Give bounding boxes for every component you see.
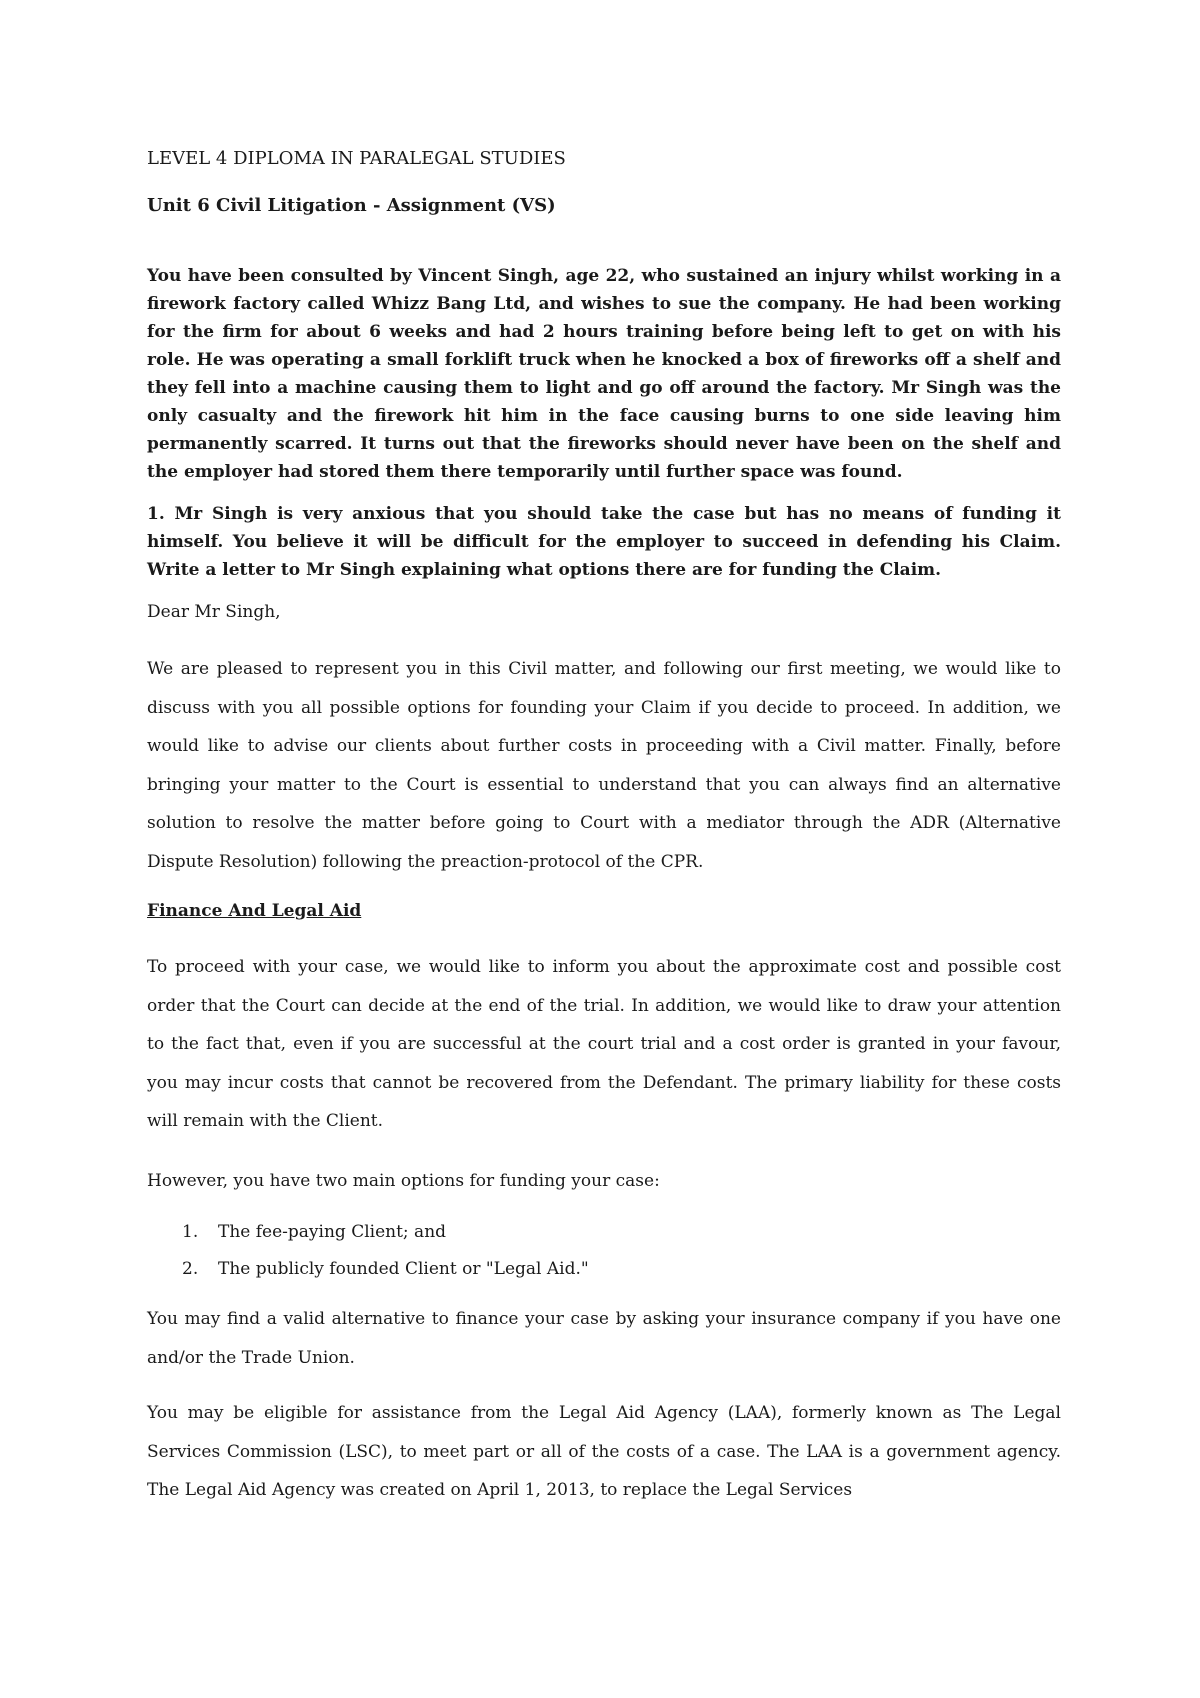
- list-item-text: The publicly founded Client or "Legal Aid.": [218, 1259, 589, 1279]
- insurance-paragraph: You may find a valid alternative to finance your case by asking your insurance company if you have one and/or the Trade Union.: [147, 1309, 1061, 1368]
- scenario-paragraph: You have been consulted by Vincent Singh, age 22, who sustained an injury whilst working in a firework factory called Whizz Bang Ltd, and wishes to sue the company. He had been working for the firm for about 6 weeks and had 2 hours training before being left to get on with his role. He was operating a small forklift truck when he knocked a box of fireworks off a shelf and they fell into a machine causing them to light and go off around the factory. Mr Singh was the only casualty and the firework hit him in the face causing burns to one side leaving him permanently scarred. It turns out that the fireworks should never have been on the shelf and the employer had stored them there temporarily until further space was found.: [147, 266, 1061, 482]
- list-item: [147, 1251, 1061, 1288]
- list-item-number: 1.: [182, 1222, 199, 1242]
- intro-paragraph: We are pleased to represent you in this Civil matter, and following our first meeting, we would like to discuss with you all possible options for founding your Claim if you decide to proceed. In addition, we would like to advise our clients about further costs in proceeding with a Civil matter. Finally, before bringing your matter to the Court is essential to understand that you can always find an alternative solution to resolve the matter before going to Court with a mediator through the ADR (Alternative Dispute Resolution) following the preaction-protocol of the CPR.: [147, 659, 1061, 872]
- section-title-finance: Finance And Legal Aid: [147, 901, 362, 921]
- cost-paragraph: To proceed with your case, we would like to inform you about the approximate cost and possible cost order that the Court can decide at the end of the trial. In addition, we would like to draw your attention to the fact that, even if you are successful at the court trial and a cost order is granted in your favour, you may incur costs that cannot be recovered from the Defendant. The primary liability for these costs will remain with the Client.: [147, 957, 1061, 1131]
- options-intro: However, you have two main options for funding your case:: [147, 1171, 660, 1191]
- assignment-question: 1. Mr Singh is very anxious that you should take the case but has no means of funding it himself. You believe it will be difficult for the employer to succeed in defending his Claim. Write a letter to Mr Singh explaining what options there are for funding the Claim.: [147, 504, 1061, 580]
- list-item: [147, 1214, 1061, 1251]
- course-title: LEVEL 4 DIPLOMA IN PARALEGAL STUDIES: [147, 148, 566, 169]
- funding-options-list: [147, 1214, 1061, 1288]
- letter-salutation: Dear Mr Singh,: [147, 602, 281, 622]
- list-item-number: 2.: [182, 1259, 199, 1279]
- list-item-text: The fee-paying Client; and: [218, 1222, 447, 1242]
- unit-title: Unit 6 Civil Litigation - Assignment (VS): [147, 195, 556, 216]
- legal-aid-paragraph: You may be eligible for assistance from the Legal Aid Agency (LAA), formerly known as The Legal Services Commission (LSC), to meet part or all of the costs of a case. The LAA is a government agency. The Legal Aid Agency was created on April 1, 2013, to replace the Legal Services: [147, 1403, 1061, 1500]
